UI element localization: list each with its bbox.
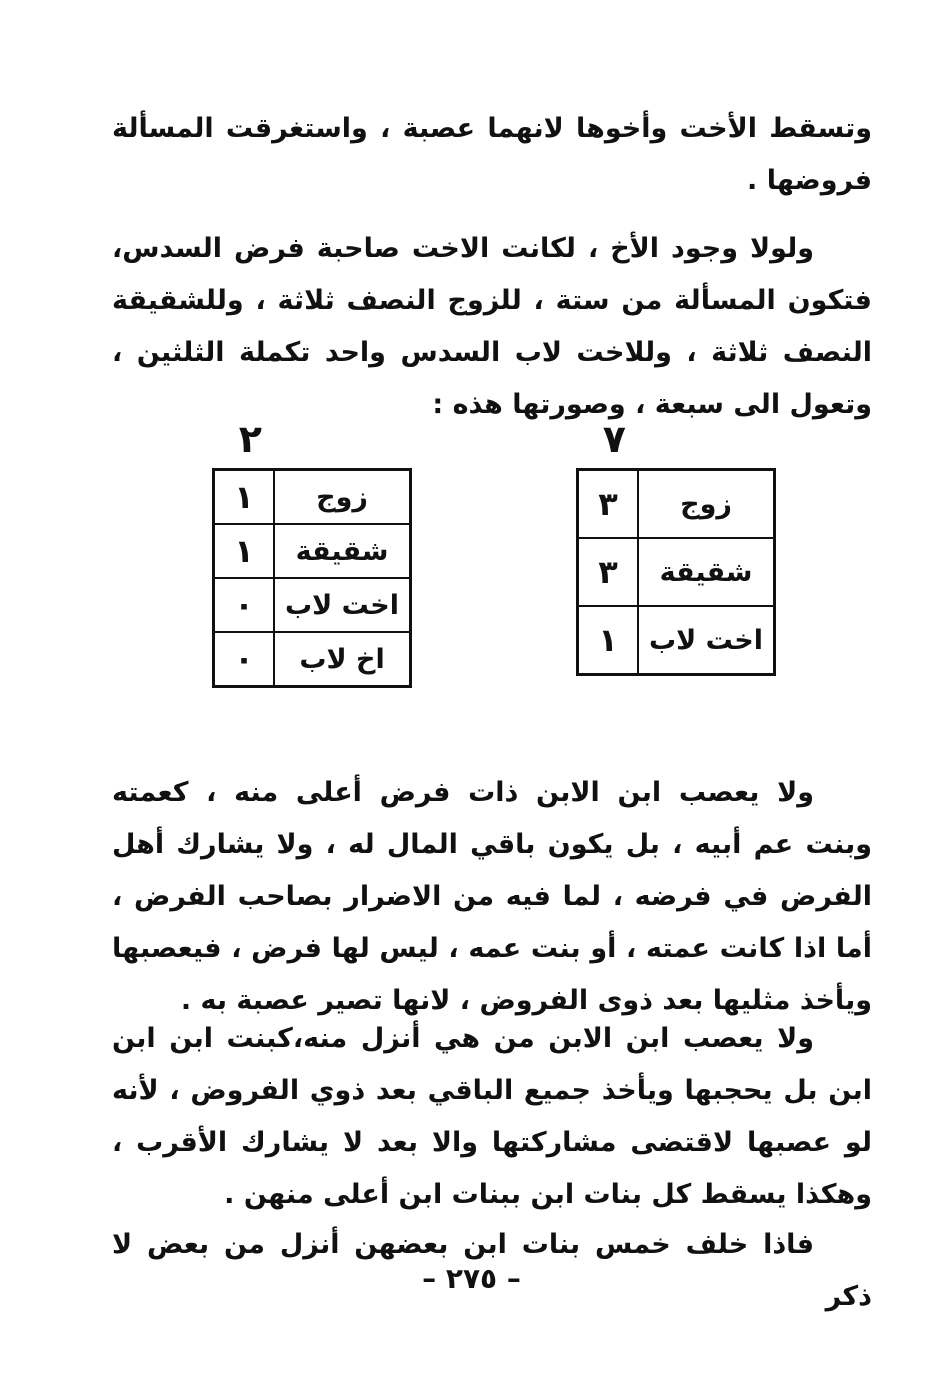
table-row: [214, 524, 411, 578]
table-row: [214, 470, 411, 525]
share-cell: ٠: [214, 632, 275, 687]
share-cell: ٣: [578, 538, 639, 606]
paragraph-higher-female: ولا يعصب ابن الابن ذات فرض أعلى منه ، كعمته وبنت عم أبيه ، بل يكون باقي المال له ، ولا يشارك أهل الفرض في فرضه ، لما فيه من الاضرار بصاحب الفرض ، أما اذا كانت عمته ، أو بنت عمه ، ليس لها فرض ، فيعصبها ويأخذ مثليها بعد ذوى الفروض ، لانها تصير عصبة به .: [112, 777, 872, 1016]
heir-cell: شقيقة: [638, 538, 774, 606]
heir-cell: اخت لاب: [638, 606, 774, 675]
inheritance-table-awl-seven: [576, 414, 776, 676]
share-cell: ٠: [214, 578, 275, 632]
paragraph-sister-falls: وتسقط الأخت وأخوها لانهما عصبة ، واستغرقت المسألة فروضها .: [112, 113, 872, 196]
shares-table: [212, 468, 412, 688]
table-row: [214, 578, 411, 632]
paragraph-lower-female: ولا يعصب ابن الابن من هي أنزل منه،كبنت ابن ابن ابن بل يحجبها ويأخذ جميع الباقي بعد ذوي الفروض ، لأنه لو عصبها لاقتضى مشاركتها والا بعد لا يشارك الأقرب ، وهكذا يسقط كل بنات ابن ببنات ابن أعلى منهن .: [112, 1023, 872, 1210]
page-number: – ٢٧٥ –: [422, 1262, 521, 1295]
heir-cell: اخ لاب: [274, 632, 410, 687]
share-cell: ٣: [578, 470, 639, 539]
heir-cell: زوج: [274, 470, 410, 525]
inheritance-table-with-brother: [212, 414, 412, 688]
table-row: [214, 632, 411, 687]
table-row: [578, 606, 775, 675]
shares-table: [576, 468, 776, 676]
share-cell: ١: [214, 470, 275, 525]
heir-cell: زوج: [638, 470, 774, 539]
share-cell: ١: [214, 524, 275, 578]
table-row: [578, 470, 775, 539]
heir-cell: شقيقة: [274, 524, 410, 578]
paragraph-five-daughters: فاذا خلف خمس بنات ابن بعضهن أنزل من بعض لا ذكر: [112, 1229, 872, 1312]
heir-cell: اخت لاب: [274, 578, 410, 632]
paragraph-without-brother: ولولا وجود الأخ ، لكانت الاخت صاحبة فرض السدس، فتكون المسألة من ستة ، للزوج النصف ثلاثة ، وللشقيقة النصف ثلاثة ، وللاخت لاب السدس واحد تكملة الثلثين ، وتعول الى سبعة ، وصورتها هذه :: [112, 233, 872, 420]
base-number: ٢: [238, 417, 262, 461]
table-row: [578, 538, 775, 606]
base-number: ٧: [602, 417, 626, 461]
share-cell: ١: [578, 606, 639, 675]
